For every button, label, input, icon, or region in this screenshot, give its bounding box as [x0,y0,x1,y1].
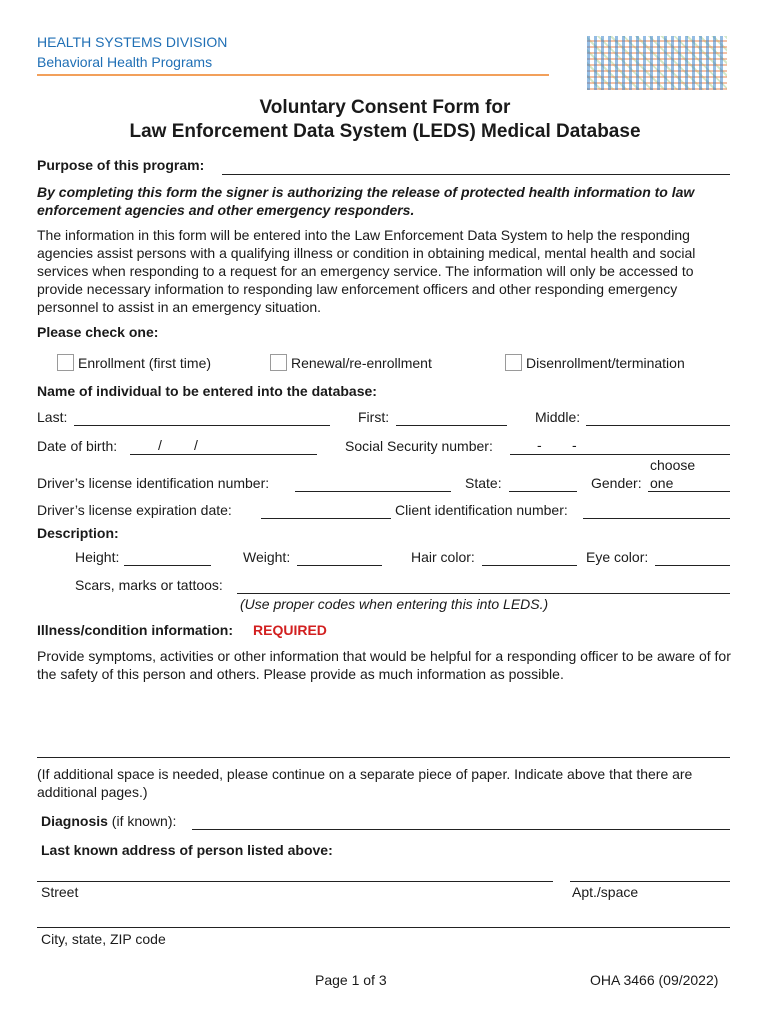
disenrollment-checkbox[interactable] [505,354,522,371]
ssn-separator-2: - [572,437,577,453]
scars-label: Scars, marks or tattoos: [75,577,223,593]
eye-color-label: Eye color: [586,549,649,565]
required-badge: REQUIRED [253,622,327,638]
gender-value-line1: choose [650,457,696,473]
street-field[interactable] [37,881,553,882]
dl-number-field[interactable] [295,491,451,492]
height-field[interactable] [124,565,211,566]
middle-name-field[interactable] [586,425,730,426]
program-name: Behavioral Health Programs [37,54,213,70]
address-label: Last known address of person listed above: [41,842,333,858]
description-label: Description: [37,525,119,541]
dob-separator-2: / [194,437,198,453]
apt-caption: Apt./space [572,884,639,900]
first-name-label: First: [358,409,390,425]
diagnosis-label-text: Diagnosis [41,813,108,829]
name-section-label: Name of individual to be entered into the database: [37,383,377,399]
diagnosis-label-suffix: (if known): [111,813,177,829]
renewal-option-label: Renewal/re-enrollment [291,355,432,371]
dl-exp-label: Driver’s license expiration date: [37,502,232,518]
info-paragraph: The information in this form will be entered into the Law Enforcement Data System to help the responding agencies assist persons with a qualifying illness or condition in obtaining medical, mental health and social services when responding to a request for an emergency service. The information will only be accessed to provide necessary information to responding law enforcement officers and other responding emergency personnel to assist in an emergency situation. [37,227,696,315]
purpose-label: Purpose of this program: [37,157,205,173]
division-name: HEALTH SYSTEMS DIVISION [37,34,228,50]
hair-color-label: Hair color: [411,549,475,565]
page-number: Page 1 of 3 [315,972,387,988]
dob-label: Date of birth: [37,438,118,454]
ssn-separator-1: - [537,437,542,453]
scars-field[interactable] [237,593,730,594]
enrollment-checkbox[interactable] [57,354,74,371]
dob-field[interactable] [130,454,317,455]
weight-label: Weight: [243,549,291,565]
middle-name-label: Middle: [535,409,581,425]
header-rule [37,74,549,76]
first-name-field[interactable] [396,425,507,426]
apt-field[interactable] [570,881,730,882]
illness-text-area[interactable] [37,757,730,758]
height-label: Height: [75,549,120,565]
gender-select[interactable] [648,491,730,492]
diagnosis-field[interactable] [192,829,730,830]
illness-label: Illness/condition information: [37,622,233,638]
enrollment-option-label: Enrollment (first time) [78,355,212,371]
client-id-label: Client identification number: [395,502,568,518]
dl-number-label: Driver’s license identification number: [37,475,270,491]
check-one-label: Please check one: [37,324,159,340]
codes-note: (Use proper codes when entering this into LEDS.) [240,596,549,612]
weight-field[interactable] [297,565,382,566]
last-name-label: Last: [37,409,68,425]
ssn-field[interactable] [510,454,730,455]
form-title-line1: Voluntary Consent Form for [259,97,511,118]
additional-space-note: (If additional space is needed, please continue on a separate piece of paper. Indicate above that there are additional pages.) [37,766,693,800]
disenrollment-option-label: Disenrollment/termination [526,355,685,371]
street-caption: Street [41,884,79,900]
purpose-field[interactable] [222,174,730,175]
gender-label: Gender: [591,475,642,491]
dob-separator-1: / [158,437,162,453]
renewal-checkbox[interactable] [270,354,287,371]
form-id: OHA 3466 (09/2022) [590,972,719,988]
gender-value-line2: one [650,475,674,491]
state-field[interactable] [509,491,577,492]
client-id-field[interactable] [583,518,730,519]
hair-color-field[interactable] [482,565,577,566]
illness-instructions: Provide symptoms, activities or other information that would be helpful for a responding officer to be aware of for the safety of this person and others. Please provide as much information as possible. [37,648,731,682]
ssn-label: Social Security number: [345,438,493,454]
form-title-line2: Law Enforcement Data System (LEDS) Medical Database [129,121,641,142]
dl-exp-field[interactable] [261,518,391,519]
city-state-zip-caption: City, state, ZIP code [41,931,166,947]
state-label: State: [465,475,502,491]
eye-color-field[interactable] [655,565,730,566]
last-name-field[interactable] [74,425,330,426]
oha-logo [587,36,727,90]
authorization-text: By completing this form the signer is authorizing the release of protected health information to law enforcement agencies and other emergency responders. [37,184,695,218]
diagnosis-label [41,813,176,829]
city-state-zip-field[interactable] [37,927,730,928]
